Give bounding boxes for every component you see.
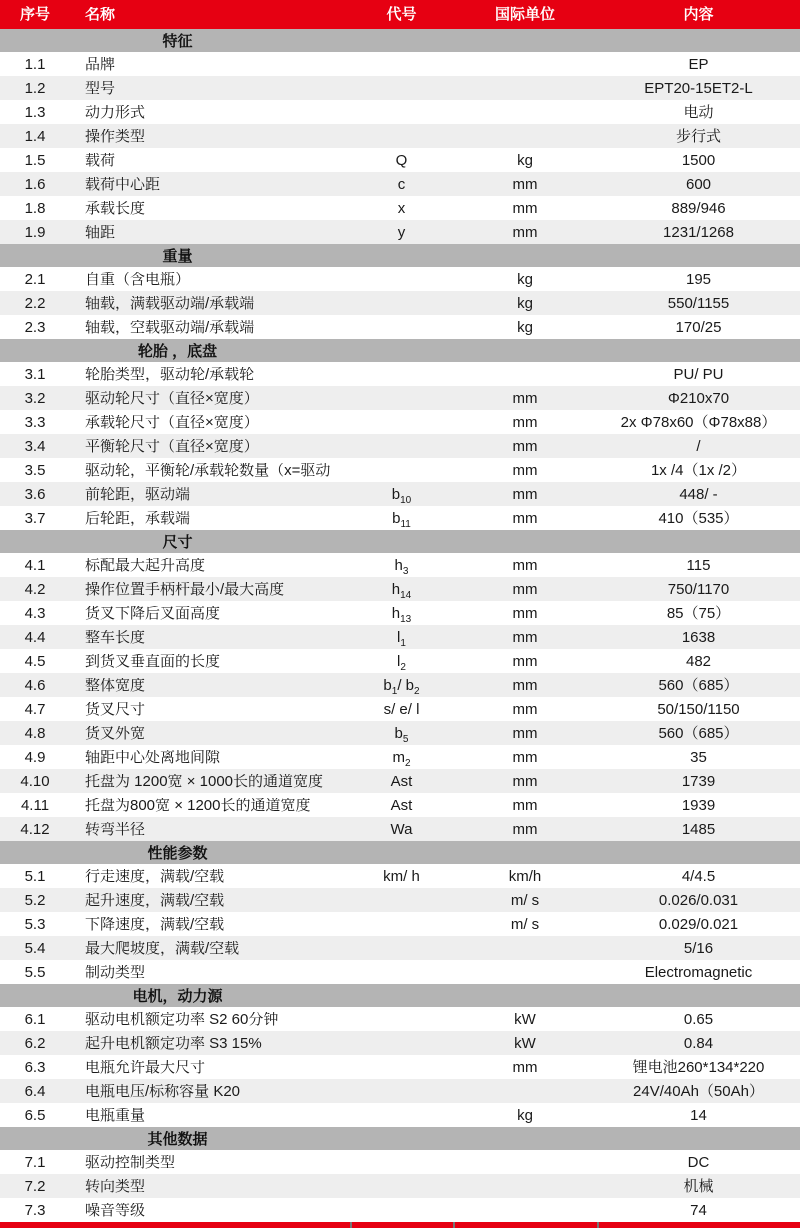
table-body: [0, 29, 800, 1222]
cell-serial-no: 4.3: [24, 604, 46, 622]
cell-name: 电瓶重量: [85, 1107, 146, 1123]
cell-value: 600: [685, 175, 712, 193]
cell-name: 承载长度: [85, 200, 146, 216]
header-cell-code: 代号: [386, 6, 417, 23]
cell-value: 机械: [683, 1177, 714, 1195]
cell-code: c: [397, 175, 406, 193]
table-row: [0, 601, 800, 625]
cell-value: Electromagnetic: [644, 963, 753, 981]
cell-unit: mm: [512, 628, 538, 646]
cell-unit: mm: [512, 676, 538, 694]
table-row: [0, 864, 800, 888]
cell-serial-no: 1.2: [24, 79, 46, 97]
header-cell-name: 名称: [85, 7, 116, 22]
section-title: 性能参数: [147, 845, 208, 862]
cell-serial-no: 4.9: [24, 748, 46, 766]
cell-name: 驱动轮，平衡轮/承载轮数量（x=驱动: [85, 462, 331, 478]
cell-serial-no: 4.6: [24, 676, 46, 694]
table-row: [0, 1150, 800, 1174]
cell-value: 4/4.5: [681, 867, 716, 885]
cell-value: 560（685）: [658, 676, 739, 694]
cell-serial-no: 2.2: [24, 294, 46, 312]
cell-name: 标配最大起升高度: [85, 557, 206, 573]
cell-value: 5/16: [683, 939, 714, 957]
cell-value: 560（685）: [658, 724, 739, 742]
section-title: 轮胎 ，底盘: [137, 343, 218, 360]
cell-unit: mm: [512, 485, 538, 503]
cell-unit: m/ s: [510, 915, 540, 933]
cell-name: 轴距: [85, 224, 116, 240]
cell-serial-no: 4.11: [20, 796, 50, 814]
table-row: [0, 1031, 800, 1055]
table-row: [0, 1198, 800, 1222]
table-row: [0, 196, 800, 220]
cell-serial-no: 4.4: [24, 628, 46, 646]
cell-value: 电动: [683, 103, 714, 121]
cell-value: 115: [686, 556, 711, 574]
cell-name: 最大爬坡度，满载/空载: [85, 940, 240, 956]
bottom-bar-segment: [599, 1222, 800, 1228]
table-row: [0, 76, 800, 100]
cell-unit: mm: [512, 223, 538, 241]
header-cell-unit: 国际单位: [494, 6, 555, 23]
section-header-row: [0, 1127, 800, 1150]
cell-unit: kW: [514, 1034, 536, 1052]
cell-value: 410（535）: [658, 509, 739, 527]
cell-serial-no: 7.1: [24, 1153, 46, 1171]
cell-value: EPT20-15ET2-L: [644, 79, 753, 97]
cell-name: 平衡轮尺寸（直径×宽度）: [85, 438, 259, 454]
cell-serial-no: 4.8: [24, 724, 46, 742]
cell-name: 起升速度，满载/空载: [85, 892, 225, 908]
cell-unit: mm: [512, 437, 538, 455]
cell-name: 操作位置手柄杆最小/最大高度: [85, 581, 285, 597]
table-row: [0, 410, 800, 434]
cell-code: x: [397, 199, 406, 217]
cell-name: 后轮距，承载端: [85, 510, 191, 526]
section-header-row: [0, 984, 800, 1007]
cell-serial-no: 4.1: [24, 556, 46, 574]
cell-value: 1739: [681, 772, 716, 790]
bottom-bar-segment: [455, 1222, 597, 1228]
cell-unit: kg: [517, 1106, 533, 1124]
table-row: [0, 769, 800, 793]
cell-unit: km/h: [508, 867, 542, 885]
cell-name: 承载轮尺寸（直径×宽度）: [85, 414, 259, 430]
table-row: [0, 362, 800, 386]
cell-value: 0.65: [683, 1010, 714, 1028]
cell-serial-no: 7.2: [24, 1177, 46, 1195]
cell-name: 载荷: [85, 152, 116, 168]
cell-name: 货叉下降后叉面高度: [85, 605, 221, 621]
cell-code: $h_3$: [394, 556, 409, 577]
cell-serial-no: 3.5: [24, 461, 46, 479]
table-row: [0, 912, 800, 936]
cell-unit: mm: [512, 724, 538, 742]
cell-value: 1939: [681, 796, 716, 814]
cell-serial-no: 6.2: [24, 1034, 46, 1052]
cell-name: 驱动控制类型: [85, 1154, 176, 1170]
cell-serial-no: 1.9: [24, 223, 46, 241]
cell-code: $b_5$: [394, 724, 409, 745]
table-row: [0, 506, 800, 530]
cell-name: 电瓶允许最大尺寸: [85, 1059, 206, 1075]
bottom-accent-bar: [0, 1222, 800, 1228]
cell-value: 1485: [681, 820, 716, 838]
cell-value: 1500: [681, 151, 716, 169]
cell-serial-no: 1.5: [24, 151, 46, 169]
cell-unit: mm: [512, 820, 538, 838]
table-row: [0, 148, 800, 172]
table-row: [0, 291, 800, 315]
cell-code: Q: [395, 151, 408, 169]
cell-unit: kg: [517, 318, 533, 336]
cell-name: 动力形式: [85, 104, 146, 120]
cell-value: 482: [685, 652, 712, 670]
table-row: [0, 936, 800, 960]
cell-value: 35: [690, 748, 707, 766]
cell-code: y: [397, 223, 406, 241]
cell-serial-no: 5.5: [24, 963, 46, 981]
cell-serial-no: 7.3: [24, 1201, 46, 1219]
table-row: [0, 697, 800, 721]
cell-name: 型号: [85, 80, 116, 96]
cell-value: DC: [687, 1153, 710, 1171]
cell-serial-no: 3.6: [24, 485, 46, 503]
cell-name: 轴载，空载驱动端/承载端: [85, 319, 255, 335]
cell-code: $b_{10}$: [391, 485, 412, 506]
cell-serial-no: 2.3: [24, 318, 46, 336]
cell-value: 170/25: [675, 318, 722, 336]
cell-unit: mm: [512, 556, 538, 574]
table-row: [0, 553, 800, 577]
table-row: [0, 1079, 800, 1103]
cell-value: 448/ -: [679, 485, 718, 503]
cell-unit: mm: [512, 604, 538, 622]
section-header-row: [0, 530, 800, 553]
table-row: [0, 817, 800, 841]
cell-code: Ast: [390, 772, 413, 790]
cell-serial-no: 4.5: [24, 652, 46, 670]
cell-value: EP: [688, 55, 709, 73]
cell-name: 整体宽度: [85, 677, 146, 693]
cell-name: 轴距中心处离地间隙: [85, 749, 221, 765]
cell-serial-no: 3.1: [24, 365, 46, 383]
table-row: [0, 1055, 800, 1079]
cell-name: 下降速度，满载/空载: [85, 916, 225, 932]
cell-unit: mm: [512, 1058, 538, 1076]
table-row: [0, 888, 800, 912]
section-header-row: [0, 244, 800, 267]
cell-unit: kg: [517, 294, 533, 312]
cell-serial-no: 4.2: [24, 580, 46, 598]
cell-unit: mm: [512, 461, 538, 479]
cell-name: 轴载，满载驱动端/承载端: [85, 295, 255, 311]
cell-value: 24V/40Ah（50Ah）: [633, 1082, 764, 1100]
table-row: [0, 434, 800, 458]
cell-name: 噪音等级: [85, 1202, 146, 1218]
cell-serial-no: 1.3: [24, 103, 46, 121]
cell-code: $h_{14}$: [391, 580, 412, 601]
cell-code: $l_2$: [397, 652, 406, 673]
table-header-row: [0, 0, 800, 29]
cell-serial-no: 3.3: [24, 413, 46, 431]
table-row: [0, 625, 800, 649]
table-row: [0, 124, 800, 148]
cell-value: Φ210x70: [667, 389, 730, 407]
cell-value: 步行式: [675, 127, 721, 145]
table-row: [0, 100, 800, 124]
cell-serial-no: 3.2: [24, 389, 46, 407]
cell-name: 品牌: [85, 56, 116, 72]
table-row: [0, 721, 800, 745]
cell-unit: m/ s: [510, 891, 540, 909]
section-title: 重量: [162, 248, 193, 265]
cell-name: 驱动电机额定功率 S2 60分钟: [85, 1011, 279, 1027]
cell-value: PU/ PU: [673, 365, 724, 383]
cell-name: 货叉外宽: [85, 725, 146, 741]
cell-unit: mm: [512, 413, 538, 431]
cell-unit: mm: [512, 652, 538, 670]
cell-code: $h_{13}$: [391, 604, 412, 625]
table-row: [0, 386, 800, 410]
cell-name: 行走速度，满载/空载: [85, 868, 225, 884]
cell-serial-no: 5.1: [24, 867, 46, 885]
cell-unit: mm: [512, 700, 538, 718]
table-row: [0, 220, 800, 244]
cell-name: 自重（含电瓶）: [85, 271, 191, 287]
section-title: 尺寸: [162, 534, 193, 551]
table-row: [0, 960, 800, 984]
table-row: [0, 1174, 800, 1198]
table-row: [0, 673, 800, 697]
cell-code: Wa: [390, 820, 413, 838]
table-row: [0, 793, 800, 817]
cell-value: 1638: [681, 628, 716, 646]
section-title: 特征: [162, 33, 193, 50]
cell-serial-no: 3.4: [24, 437, 46, 455]
section-header-row: [0, 339, 800, 362]
cell-unit: mm: [512, 509, 538, 527]
cell-unit: mm: [512, 199, 538, 217]
cell-value: 1231/1268: [663, 223, 734, 241]
cell-name: 操作类型: [85, 128, 146, 144]
cell-serial-no: 5.2: [24, 891, 46, 909]
cell-value: 0.026/0.031: [658, 891, 739, 909]
table-row: [0, 1103, 800, 1127]
cell-serial-no: 1.8: [24, 199, 46, 217]
cell-serial-no: 1.6: [24, 175, 46, 193]
cell-unit: kg: [517, 151, 533, 169]
table-row: [0, 745, 800, 769]
section-title: 其他数据: [147, 1131, 208, 1148]
cell-serial-no: 6.4: [24, 1082, 46, 1100]
cell-name: 制动类型: [85, 964, 146, 980]
cell-value: 0.029/0.021: [658, 915, 739, 933]
cell-name: 托盘为800宽 × 1200长的通道宽度: [85, 797, 311, 813]
cell-name: 到货叉垂直面的长度: [85, 653, 221, 669]
table-row: [0, 267, 800, 291]
table-row: [0, 52, 800, 76]
table-row: [0, 315, 800, 339]
cell-code: s/ e/ l: [383, 700, 420, 718]
cell-name: 托盘为 1200宽 × 1000长的通道宽度: [85, 773, 324, 789]
cell-name: 整车长度: [85, 629, 146, 645]
cell-value: 74: [690, 1201, 707, 1219]
cell-serial-no: 6.1: [24, 1010, 46, 1028]
header-cell-no: 序号: [19, 6, 50, 23]
cell-name: 转弯半径: [85, 821, 146, 837]
cell-code: $b_{11}$: [392, 509, 411, 530]
cell-serial-no: 1.1: [24, 55, 46, 73]
cell-unit: mm: [512, 580, 538, 598]
cell-value: 14: [690, 1106, 707, 1124]
table-row: [0, 482, 800, 506]
cell-serial-no: 5.3: [24, 915, 46, 933]
bottom-bar-segment: [352, 1222, 453, 1228]
cell-value: 195: [685, 270, 712, 288]
table-row: [0, 577, 800, 601]
cell-unit: mm: [512, 748, 538, 766]
cell-name: 起升电机额定功率 S3 15%: [85, 1035, 262, 1051]
cell-serial-no: 4.12: [20, 820, 50, 838]
cell-name: 驱动轮尺寸（直径×宽度）: [85, 390, 259, 406]
cell-name: 载荷中心距: [85, 176, 161, 192]
cell-name: 转向类型: [85, 1178, 146, 1194]
cell-serial-no: 2.1: [24, 270, 46, 288]
cell-serial-no: 6.5: [24, 1106, 46, 1124]
bottom-bar-segment: [0, 1222, 350, 1228]
cell-serial-no: 6.3: [24, 1058, 46, 1076]
cell-value: 550/1155: [667, 294, 730, 312]
cell-code: km/ h: [383, 867, 420, 885]
cell-unit: kW: [514, 1010, 536, 1028]
header-cell-value: 内容: [683, 6, 714, 23]
cell-code: $l_1$: [397, 628, 406, 649]
table-row: [0, 458, 800, 482]
section-header-row: [0, 29, 800, 52]
cell-serial-no: 5.4: [24, 939, 46, 957]
cell-unit: mm: [512, 175, 538, 193]
cell-value: 85（75）: [666, 604, 731, 622]
cell-value: /: [696, 437, 701, 455]
cell-serial-no: 4.10: [20, 772, 50, 790]
cell-value: 2x Φ78x60（Φ78x88）: [620, 413, 777, 431]
cell-unit: mm: [512, 389, 538, 407]
cell-value: 0.84: [683, 1034, 714, 1052]
cell-value: 锂电池260*134*220: [632, 1058, 765, 1076]
section-title: 电机，动力源: [132, 988, 223, 1005]
section-header-row: [0, 841, 800, 864]
cell-unit: mm: [512, 796, 538, 814]
cell-unit: mm: [512, 772, 538, 790]
cell-name: 货叉尺寸: [85, 701, 146, 717]
cell-serial-no: 4.7: [24, 700, 46, 718]
cell-name: 前轮距，驱动端: [85, 486, 191, 502]
table-row: [0, 172, 800, 196]
cell-unit: kg: [517, 270, 533, 288]
table-row: [0, 1007, 800, 1031]
cell-code: $m_2$: [392, 748, 411, 769]
cell-serial-no: 1.4: [24, 127, 46, 145]
cell-value: 750/1170: [667, 580, 730, 598]
cell-code: $b_1/$ $b_2$: [383, 676, 420, 697]
cell-value: 1x /4（1x /2）: [650, 461, 747, 479]
cell-value: 50/150/1150: [657, 700, 740, 718]
cell-name: 电瓶电压/标称容量 K20: [85, 1083, 241, 1099]
cell-serial-no: 3.7: [24, 509, 46, 527]
cell-value: 889/946: [671, 199, 726, 217]
table-row: [0, 649, 800, 673]
cell-name: 轮胎类型，驱动轮/承载轮: [85, 366, 255, 382]
cell-code: Ast: [390, 796, 413, 814]
